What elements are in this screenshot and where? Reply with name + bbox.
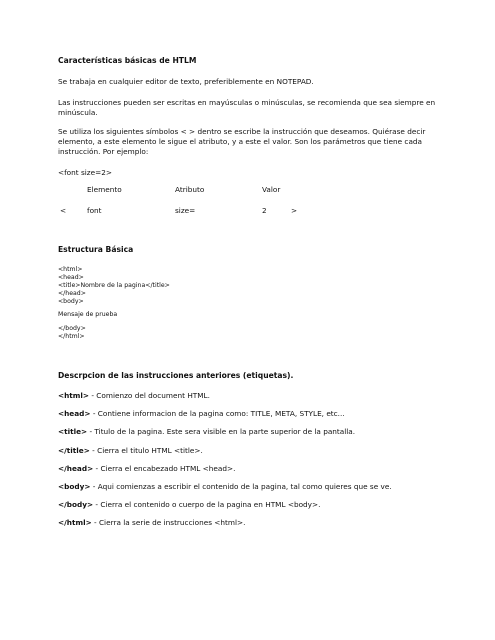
code-line: <html> [58,266,83,273]
tag-name: </html> [58,518,92,527]
section-title-estructura: Estructura Básica [58,245,134,254]
tag-name: <title> [58,427,88,436]
tag-desc: - Comienzo del document HTML. [89,391,210,400]
tag-desc: - Cierra la serie de instrucciones <html>. [91,518,246,527]
example-code: <font size=2> [58,168,112,177]
tag-name: </title> [58,446,90,455]
paragraph-symbols: Se utiliza los siguientes símbolos < > dentro se escribe la instrucción que deseamos. Quiérase decir elemento, a este elemento le sigue el atributo, y a este el valor. Son los parámetros que tiene cada instrucción. Por ejemplo: [58,127,426,156]
code-line: </html> [58,333,85,340]
tag-desc: - Titulo de la pagina. Este sera visible en la parte superior de la pantalla. [87,427,356,436]
table-header-atributo: Atributo [175,185,205,194]
tag-name: <html> [58,391,90,400]
code-line: <title>Nombre de la pagina</title> [58,282,170,289]
tag-name: <body> [58,482,91,491]
tag-name: <head> [58,409,91,418]
doc-title: Características básicas de HTLM [58,56,197,65]
table-cell-close: > [291,206,298,215]
paragraph-case: Las instrucciones pueden ser escritas en mayúsculas o minúsculas, se recomienda que sea siempre en minúscula. [58,98,436,117]
tag-item [58,391,210,401]
tag-name: </head> [58,464,94,473]
table-cell-elemento: font [87,206,102,215]
tag-desc: - Cierra el encabezado HTML <head>. [93,464,236,473]
table-cell-atributo: size= [175,206,196,215]
tag-item [58,518,245,528]
table-header-valor: Valor [262,185,281,194]
tag-item [58,409,345,419]
tag-item [58,482,392,492]
tag-item [58,500,320,510]
table-cell-open: < [60,206,67,215]
code-message: Mensaje de prueba [58,311,118,318]
section-title-descripcion: Descrpcion de las instrucciones anteriores (etiquetas). [58,371,294,380]
tag-item [58,464,235,474]
code-line: <body> [58,298,84,305]
table-header-elemento: Elemento [87,185,122,194]
tag-desc: - Cierra el titulo HTML <title>. [89,446,203,455]
paragraph-editor: Se trabaja en cualquier editor de texto, preferiblemente en NOTEPAD. [58,77,314,86]
tag-desc: - Contiene informacion de la pagina como: TITLE, META, STYLE, etc... [90,409,345,418]
tag-name: </body> [58,500,94,509]
table-cell-valor: 2 [262,206,267,215]
code-line: </body> [58,325,86,332]
code-line: <head> [58,274,84,281]
tag-item [58,446,203,456]
code-line: </head> [58,290,86,297]
tag-desc: - Cierra el contenido o cuerpo de la pagina en HTML <body>. [93,500,321,509]
tag-desc: - Aqui comienzas a escribir el contenido de la pagina, tal como quieres que se ve. [90,482,392,491]
tag-item [58,427,355,437]
